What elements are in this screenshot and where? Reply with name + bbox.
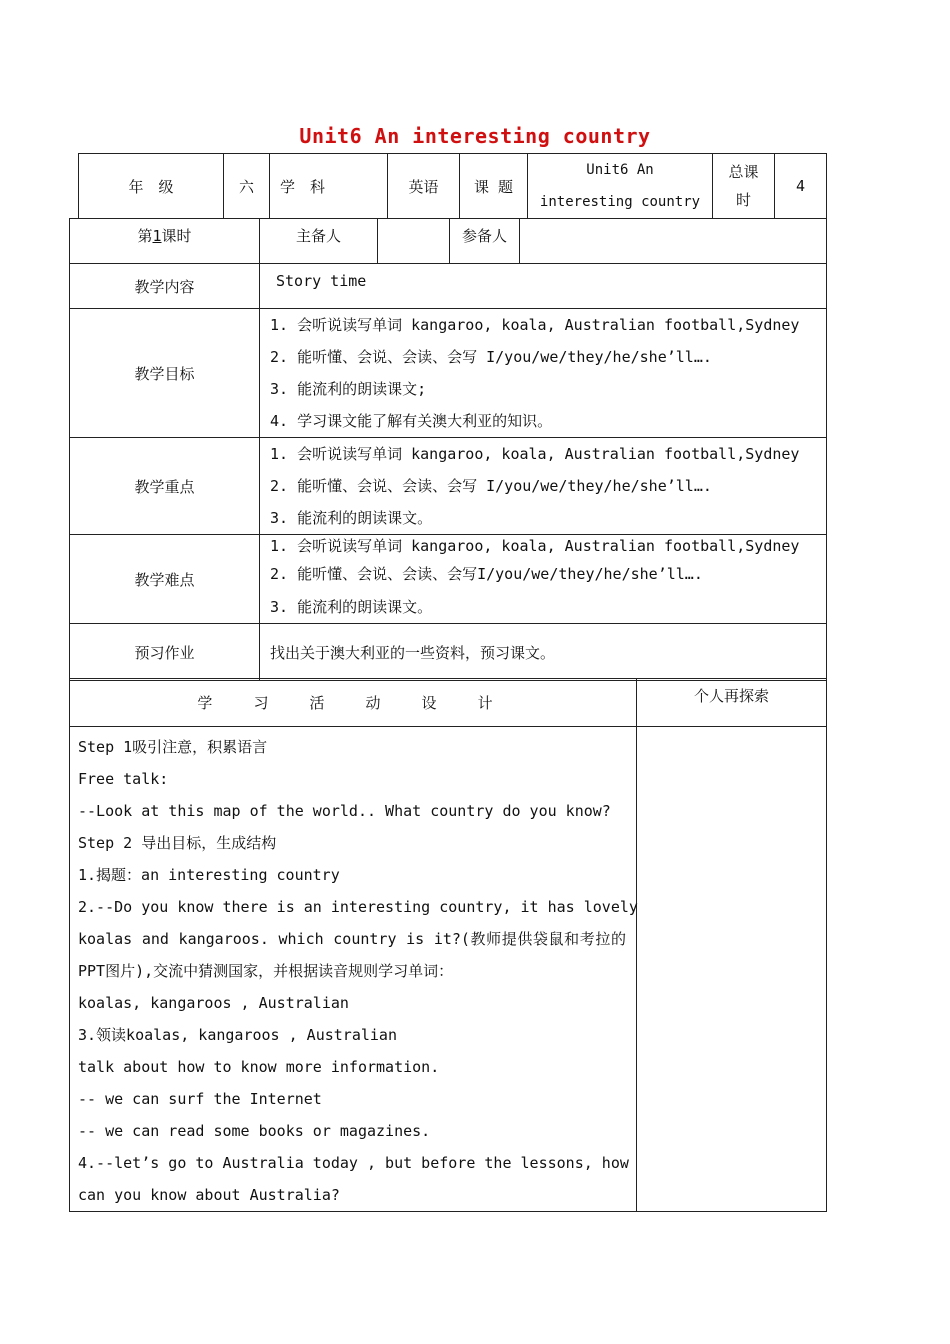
activity-line: can you know about Australia?	[78, 1186, 340, 1204]
activity-line: koalas and kangaroos. which country is it?(教师提供袋鼠和考拉的	[78, 930, 626, 948]
activity-line: 3.领读koalas, kangaroos , Australian	[78, 1026, 397, 1044]
total-hours-label-line-1: 总课	[728, 163, 759, 181]
activity-line: Free talk:	[78, 770, 169, 788]
subject-value: 英语	[388, 154, 460, 219]
main-preparer-label: 主备人	[260, 219, 378, 264]
goals-list	[260, 309, 827, 438]
activity-header-text: 学 习 活 动 设 计	[197, 694, 509, 712]
difficulties-list	[260, 535, 827, 624]
activity-line: koalas, kangaroos , Australian	[78, 994, 349, 1012]
info-table	[69, 218, 827, 309]
lesson-prefix: 第	[137, 227, 153, 245]
difficulty-item: 2. 能听懂、会说、会读、会写I/you/we/they/he/she’ll….	[270, 565, 703, 583]
activity-line: Step 2 导出目标，生成结构	[78, 834, 277, 852]
topic-value-line-2: interesting country	[539, 194, 701, 210]
activity-body	[70, 727, 637, 1212]
difficulty-item: 3. 能流利的朗读课文。	[270, 598, 433, 616]
key-point-item: 3. 能流利的朗读课文。	[270, 509, 433, 527]
activity-line: talk about how to know more information.	[78, 1058, 440, 1076]
key-point-item: 1. 会听说读写单词 kangaroo, koala, Australian football,Sydney	[270, 445, 800, 463]
difficulties-label: 教学难点	[70, 535, 260, 624]
participants-label: 参备人	[450, 219, 520, 264]
key-points-list	[260, 438, 827, 535]
lesson-num: 1	[152, 227, 162, 245]
activity-line: 2.--Do you know there is an interesting country, it has lovely	[78, 898, 638, 916]
activity-header	[70, 679, 637, 727]
document-title: Unit6 An interesting country	[299, 124, 651, 148]
activity-line: Step 1吸引注意，积累语言	[78, 738, 268, 756]
subject-label: 学 科	[270, 154, 388, 219]
content-value: Story time	[260, 264, 827, 309]
preview-value: 找出关于澳大利亚的一些资料，预习课文。	[260, 624, 827, 681]
activity-line: 1.揭题：an interesting country	[78, 866, 340, 884]
activity-line: 4.--let’s go to Australia today , but before the lessons, how	[78, 1154, 629, 1172]
grade-label: 年 级	[79, 154, 224, 219]
activity-table	[69, 678, 827, 1212]
content-label: 教学内容	[70, 264, 260, 309]
goal-item: 4. 学习课文能了解有关澳大利亚的知识。	[270, 412, 553, 430]
explore-body	[637, 727, 827, 1212]
activity-line: --Look at this map of the world.. What country do you know?	[78, 802, 611, 820]
total-hours-label-line-2: 时	[735, 191, 751, 209]
topic-value	[528, 154, 713, 219]
header-table	[78, 153, 827, 219]
main-preparer-value	[378, 219, 450, 264]
objectives-table	[69, 308, 827, 681]
activity-line: PPT图片),交流中猜测国家，并根据读音规则学习单词：	[78, 962, 454, 980]
goal-item: 3. 能流利的朗读课文;	[270, 380, 427, 398]
total-hours-value: 4	[775, 154, 827, 219]
key-points-label: 教学重点	[70, 438, 260, 535]
lesson-number	[70, 219, 260, 264]
difficulty-item: 1. 会听说读写单词 kangaroo, koala, Australian football,Sydney	[270, 537, 800, 555]
preview-label: 预习作业	[70, 624, 260, 681]
total-hours-label	[713, 154, 775, 219]
grade-value: 六	[224, 154, 270, 219]
topic-value-line-1: Unit6 An	[586, 162, 654, 178]
topic-label: 课 题	[460, 154, 528, 219]
explore-header: 个人再探索	[637, 679, 827, 727]
goals-label: 教学目标	[70, 309, 260, 438]
goal-item: 2. 能听懂、会说、会读、会写 I/you/we/they/he/she’ll….	[270, 348, 712, 366]
lesson-suffix: 课时	[161, 227, 192, 245]
goal-item: 1. 会听说读写单词 kangaroo, koala, Australian football,Sydney	[270, 316, 800, 334]
activity-line: -- we can surf the Internet	[78, 1090, 322, 1108]
key-point-item: 2. 能听懂、会说、会读、会写 I/you/we/they/he/she’ll….	[270, 477, 712, 495]
participants-value	[520, 219, 827, 264]
activity-line: -- we can read some books or magazines.	[78, 1122, 431, 1140]
